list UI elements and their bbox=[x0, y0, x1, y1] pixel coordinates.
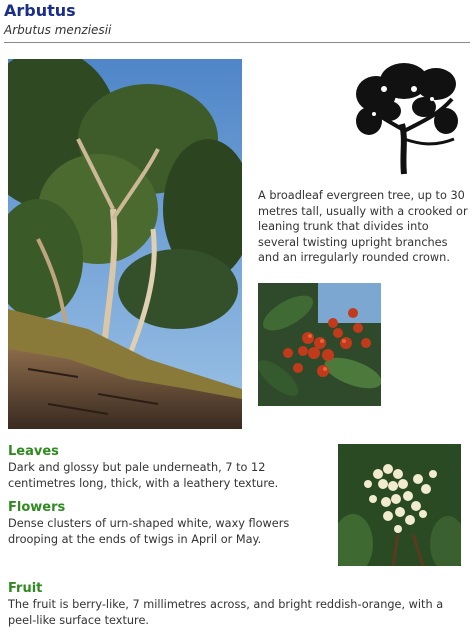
section-heading-flowers: Flowers bbox=[8, 500, 66, 515]
section-heading-leaves: Leaves bbox=[8, 444, 59, 459]
scientific-name: Arbutus menziesii bbox=[4, 23, 112, 37]
tree-silhouette-illustration bbox=[354, 59, 460, 177]
flowers-photo bbox=[338, 444, 461, 566]
page-title: Arbutus bbox=[4, 1, 76, 20]
header-divider bbox=[4, 42, 470, 43]
section-text-leaves: Dark and glossy but pale underneath, 7 to 12 centimetres long, thick, with a leathery texture. bbox=[8, 461, 279, 490]
berries-photo bbox=[258, 283, 381, 406]
tree-description: A broadleaf evergreen tree, up to 30 metres tall, usually with a crooked or leaning trunk that divides into several twisting upright branches and an irregularly rounded crown. bbox=[258, 189, 468, 265]
section-text-fruit: The fruit is berry-like, 7 millimetres across, and bright reddish-orange, with a peel-like surface texture. bbox=[8, 598, 444, 627]
section-heading-fruit: Fruit bbox=[8, 581, 43, 596]
section-text-flowers: Dense clusters of urn-shaped white, waxy flowers drooping at the ends of twigs in April or May. bbox=[8, 517, 290, 546]
tree-photo bbox=[8, 59, 242, 429]
